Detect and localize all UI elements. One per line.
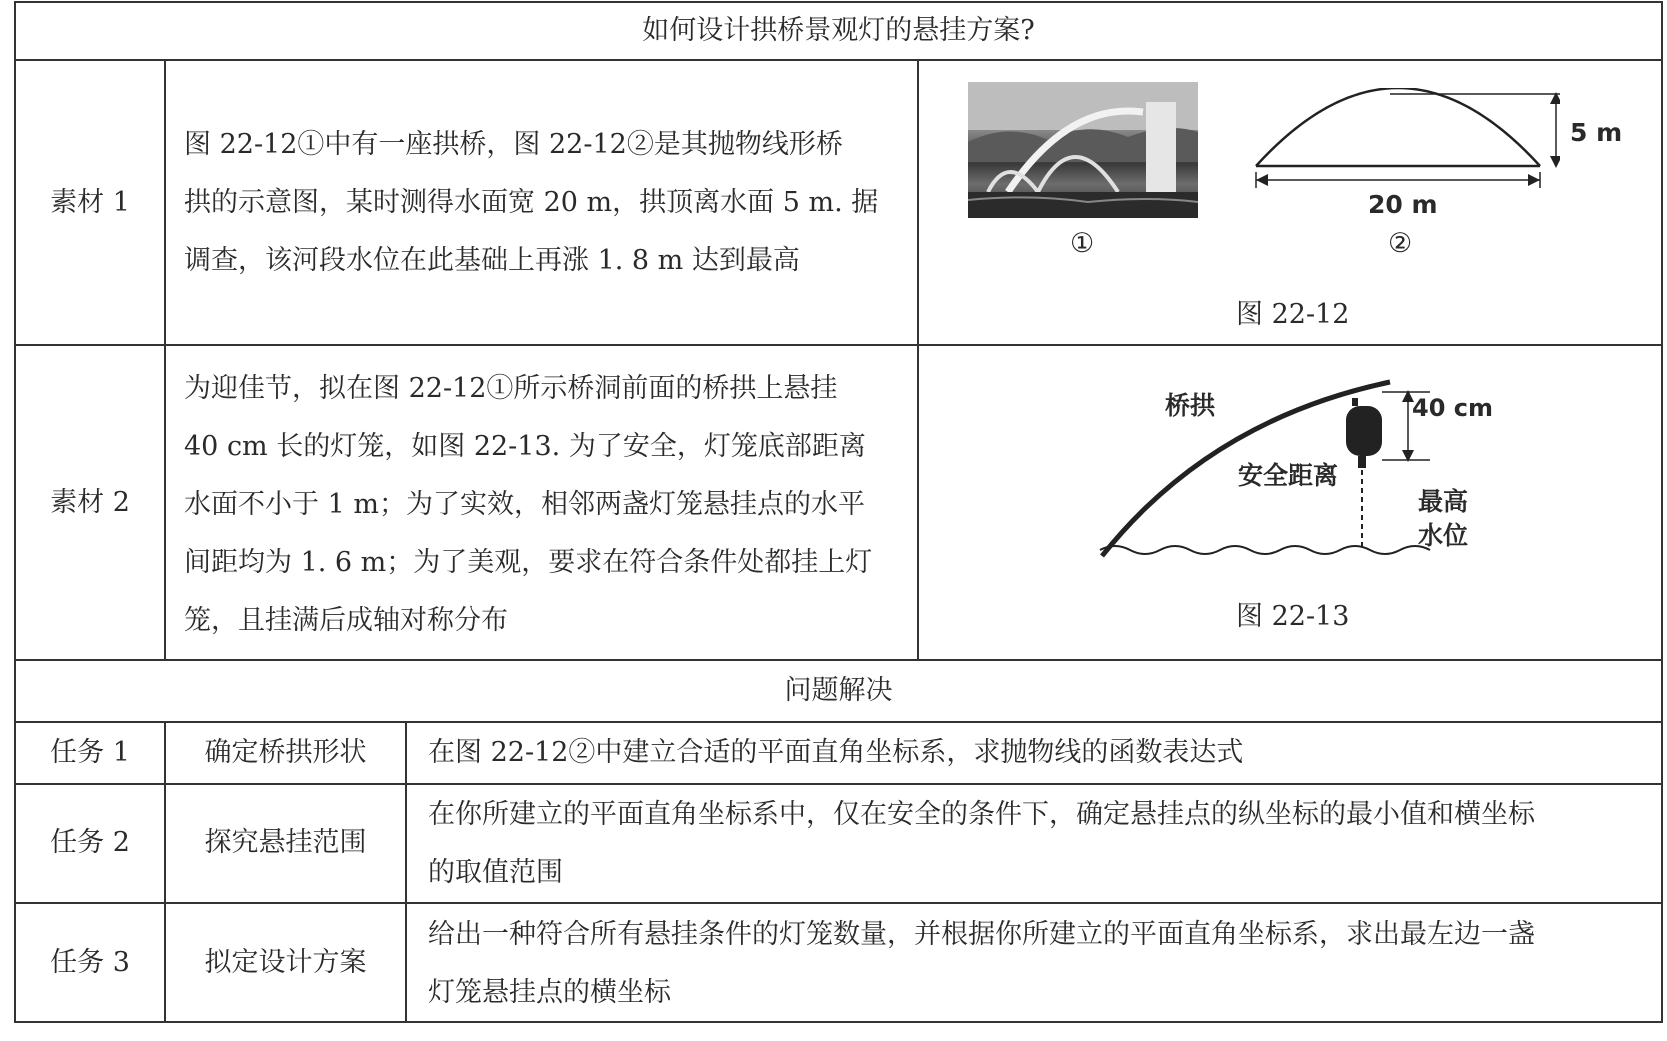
material1-label: 素材 1	[50, 187, 130, 218]
task1-topic: 确定桥拱形状	[204, 737, 367, 768]
dim-width-label: 20 m	[1368, 190, 1438, 219]
page-title: 如何设计拱桥景观灯的悬挂方案?	[642, 15, 1035, 46]
material1-line-3: 调查，该河段水位在此基础上再涨 1. 8 m 达到最高	[184, 245, 800, 276]
water-level-label-1: 最高	[1418, 487, 1469, 516]
figure-mark-2: ②	[1388, 228, 1413, 259]
bridge-photo	[968, 82, 1198, 218]
section-header: 问题解决	[784, 675, 893, 706]
safe-distance-label: 安全距离	[1238, 461, 1339, 490]
figure-22-13-caption: 图 22-13	[1236, 601, 1350, 632]
lantern-length-label: 40 cm	[1412, 394, 1493, 422]
water-level-label-2: 水位	[1418, 521, 1469, 550]
task2-line-1: 在你所建立的平面直角坐标系中，仅在安全的条件下，确定悬挂点的纵坐标的最小值和横坐标	[428, 799, 1535, 830]
task2-topic: 探究悬挂范围	[204, 827, 367, 858]
material2-line-2: 40 cm 长的灯笼，如图 22-13. 为了安全，灯笼底部距离	[184, 431, 866, 462]
arch-parabola-diagram	[1240, 88, 1560, 198]
figure-22-12-caption: 图 22-12	[1236, 299, 1350, 330]
task3-topic: 拟定设计方案	[204, 947, 367, 978]
material2-line-3: 水面不小于 1 m；为了实效，相邻两盏灯笼悬挂点的水平	[184, 489, 865, 520]
material2-line-4: 间距均为 1. 6 m；为了美观，要求在符合条件处都挂上灯	[184, 547, 873, 578]
task2-line-2: 的取值范围	[428, 857, 563, 888]
material1-line-1: 图 22-12①中有一座拱桥，图 22-12②是其抛物线形桥	[184, 129, 843, 160]
task3-line-2: 灯笼悬挂点的横坐标	[428, 977, 671, 1008]
material2-line-1: 为迎佳节，拟在图 22-12①所示桥洞前面的桥拱上悬挂	[184, 373, 838, 404]
arch-label: 桥拱	[1165, 391, 1216, 420]
task3-name: 任务 3	[50, 947, 130, 978]
material1-line-2: 拱的示意图，某时测得水面宽 20 m，拱顶离水面 5 m. 据	[184, 187, 879, 218]
dim-height-label: 5 m	[1570, 118, 1623, 147]
task2-name: 任务 2	[50, 827, 130, 858]
task1-line-1: 在图 22-12②中建立合适的平面直角坐标系，求抛物线的函数表达式	[428, 737, 1244, 768]
material2-label: 素材 2	[50, 487, 130, 518]
task3-line-1: 给出一种符合所有悬挂条件的灯笼数量，并根据你所建立的平面直角坐标系，求出最左边一盏	[428, 919, 1535, 950]
material2-line-5: 笼，且挂满后成轴对称分布	[184, 605, 508, 636]
figure-mark-1: ①	[1070, 228, 1095, 259]
task1-name: 任务 1	[50, 737, 130, 768]
